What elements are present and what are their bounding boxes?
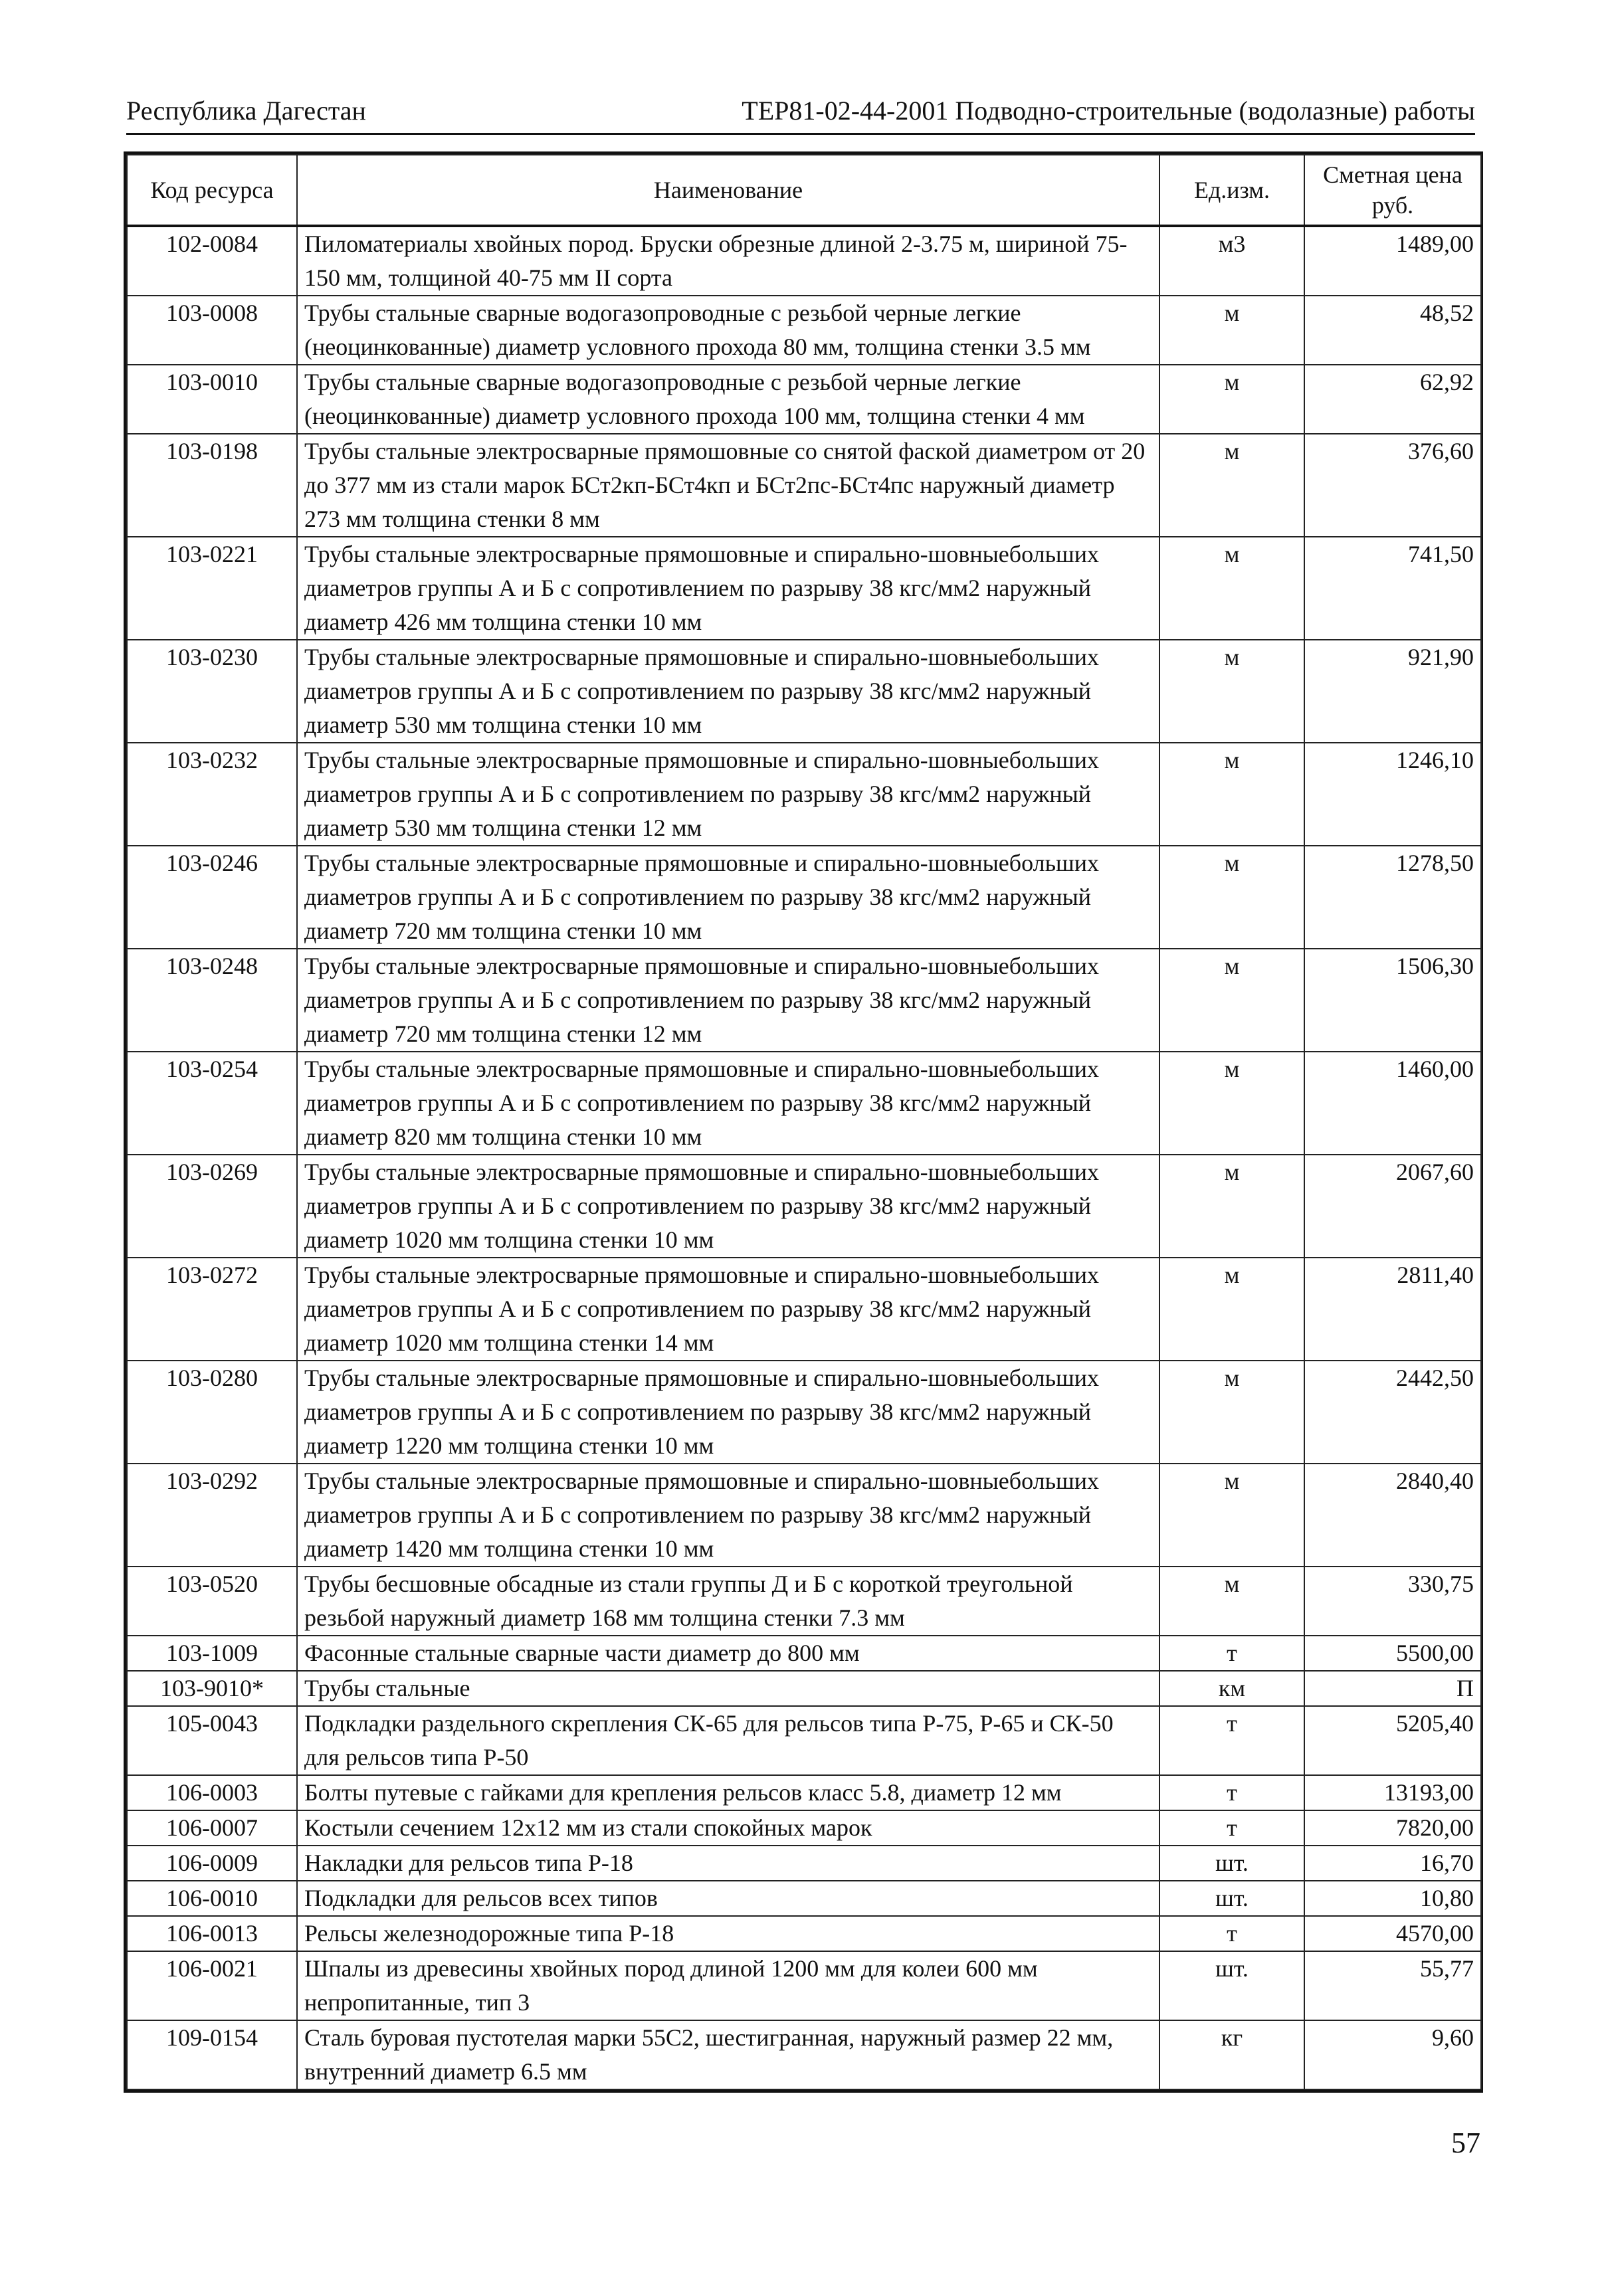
cell-code: 103-0292 bbox=[127, 1464, 297, 1567]
cell-unit: шт. bbox=[1159, 1846, 1304, 1881]
cell-code: 103-0230 bbox=[127, 640, 297, 743]
table-row bbox=[127, 1636, 1481, 1671]
resource-price-table bbox=[124, 151, 1483, 2093]
cell-price: 330,75 bbox=[1304, 1567, 1481, 1636]
table-row bbox=[127, 1155, 1481, 1258]
cell-name: Трубы стальные сварные водогазопроводные с резьбой черные легкие (неоцинкованные) диаметр условного прохода 100 мм, толщина стенки 4 мм bbox=[297, 365, 1159, 434]
cell-unit: м bbox=[1159, 1052, 1304, 1155]
cell-name: Трубы стальные электросварные прямошовные со снятой фаской диаметром от 20 до 377 мм из стали марок БСт2кп-БСт4кп и БСт2пс-БСт4пс наружный диаметр 273 мм толщина стенки 8 мм bbox=[297, 434, 1159, 537]
cell-unit: шт. bbox=[1159, 1881, 1304, 1916]
cell-name: Трубы стальные электросварные прямошовные и спирально-шовныебольших диаметров группы А и Б с сопротивлением по разрыву 38 кгс/мм2 наружный диаметр 1020 мм толщина стенки 10 мм bbox=[297, 1155, 1159, 1258]
cell-code: 102-0084 bbox=[127, 226, 297, 296]
cell-code: 103-0010 bbox=[127, 365, 297, 434]
page-number: 57 bbox=[1451, 2127, 1480, 2159]
cell-code: 103-0248 bbox=[127, 949, 297, 1052]
cell-price: 1246,10 bbox=[1304, 743, 1481, 846]
cell-price: 16,70 bbox=[1304, 1846, 1481, 1881]
cell-unit: т bbox=[1159, 1916, 1304, 1951]
table-row bbox=[127, 1258, 1481, 1361]
cell-name: Рельсы железнодорожные типа Р-18 bbox=[297, 1916, 1159, 1951]
table-row bbox=[127, 1671, 1481, 1706]
cell-price: 7820,00 bbox=[1304, 1810, 1481, 1846]
cell-price: 2067,60 bbox=[1304, 1155, 1481, 1258]
cell-price: 62,92 bbox=[1304, 365, 1481, 434]
cell-code: 103-0198 bbox=[127, 434, 297, 537]
table-row bbox=[127, 1916, 1481, 1951]
cell-code: 103-0008 bbox=[127, 296, 297, 365]
cell-name: Шпалы из древесины хвойных пород длиной 1200 мм для колеи 600 мм непропитанные, тип 3 bbox=[297, 1951, 1159, 2020]
cell-price: 2442,50 bbox=[1304, 1361, 1481, 1464]
column-header-unit: Ед.изм. bbox=[1159, 155, 1304, 226]
cell-code: 106-0003 bbox=[127, 1775, 297, 1810]
cell-unit: т bbox=[1159, 1706, 1304, 1775]
cell-name: Трубы стальные электросварные прямошовные и спирально-шовныебольших диаметров группы А и Б с сопротивлением по разрыву 38 кгс/мм2 наружный диаметр 1020 мм толщина стенки 14 мм bbox=[297, 1258, 1159, 1361]
cell-price: 10,80 bbox=[1304, 1881, 1481, 1916]
table-row bbox=[127, 1567, 1481, 1636]
table-row bbox=[127, 434, 1481, 537]
cell-name: Подкладки раздельного скрепления СК-65 для рельсов типа Р-75, Р-65 и СК-50 для рельсов типа Р-50 bbox=[297, 1706, 1159, 1775]
cell-unit: т bbox=[1159, 1636, 1304, 1671]
table-row bbox=[127, 1361, 1481, 1464]
table-row bbox=[127, 226, 1481, 296]
table-header-row bbox=[127, 155, 1481, 226]
cell-name: Трубы стальные электросварные прямошовные и спирально-шовныебольших диаметров группы А и Б с сопротивлением по разрыву 38 кгс/мм2 наружный диаметр 720 мм толщина стенки 12 мм bbox=[297, 949, 1159, 1052]
cell-unit: м bbox=[1159, 846, 1304, 949]
cell-price: 4570,00 bbox=[1304, 1916, 1481, 1951]
cell-code: 103-0272 bbox=[127, 1258, 297, 1361]
table-row bbox=[127, 1810, 1481, 1846]
table-row bbox=[127, 846, 1481, 949]
cell-name: Накладки для рельсов типа Р-18 bbox=[297, 1846, 1159, 1881]
table-row bbox=[127, 296, 1481, 365]
cell-unit: м bbox=[1159, 1155, 1304, 1258]
cell-unit: м bbox=[1159, 537, 1304, 640]
cell-code: 103-0520 bbox=[127, 1567, 297, 1636]
cell-code: 105-0043 bbox=[127, 1706, 297, 1775]
cell-name: Трубы бесшовные обсадные из стали группы Д и Б с короткой треугольной резьбой наружный диаметр 168 мм толщина стенки 7.3 мм bbox=[297, 1567, 1159, 1636]
cell-unit: кг bbox=[1159, 2020, 1304, 2089]
cell-price: 1278,50 bbox=[1304, 846, 1481, 949]
column-header-name: Наименование bbox=[297, 155, 1159, 226]
table-row bbox=[127, 2020, 1481, 2089]
cell-unit: т bbox=[1159, 1775, 1304, 1810]
table-row bbox=[127, 1775, 1481, 1810]
cell-name: Трубы стальные электросварные прямошовные и спирально-шовныебольших диаметров группы А и Б с сопротивлением по разрыву 38 кгс/мм2 наружный диаметр 1420 мм толщина стенки 10 мм bbox=[297, 1464, 1159, 1567]
cell-price: 376,60 bbox=[1304, 434, 1481, 537]
cell-code: 103-1009 bbox=[127, 1636, 297, 1671]
cell-price: 1460,00 bbox=[1304, 1052, 1481, 1155]
table-row bbox=[127, 1951, 1481, 2020]
cell-name: Пиломатериалы хвойных пород. Бруски обрезные длиной 2-3.75 м, шириной 75-150 мм, толщиной 40-75 мм II сорта bbox=[297, 226, 1159, 296]
cell-unit: м bbox=[1159, 1258, 1304, 1361]
cell-unit: м bbox=[1159, 640, 1304, 743]
cell-unit: м bbox=[1159, 296, 1304, 365]
cell-code: 106-0007 bbox=[127, 1810, 297, 1846]
page-header bbox=[126, 86, 1475, 135]
cell-unit: м bbox=[1159, 949, 1304, 1052]
cell-code: 103-0280 bbox=[127, 1361, 297, 1464]
cell-price: 5500,00 bbox=[1304, 1636, 1481, 1671]
cell-price: 5205,40 bbox=[1304, 1706, 1481, 1775]
table-row bbox=[127, 537, 1481, 640]
cell-unit: м bbox=[1159, 1567, 1304, 1636]
cell-price: 48,52 bbox=[1304, 296, 1481, 365]
cell-name: Костыли сечением 12х12 мм из стали спокойных марок bbox=[297, 1810, 1159, 1846]
cell-name: Трубы стальные электросварные прямошовные и спирально-шовныебольших диаметров группы А и Б с сопротивлением по разрыву 38 кгс/мм2 наружный диаметр 720 мм толщина стенки 10 мм bbox=[297, 846, 1159, 949]
cell-name: Трубы стальные электросварные прямошовные и спирально-шовныебольших диаметров группы А и Б с сопротивлением по разрыву 38 кгс/мм2 наружный диаметр 820 мм толщина стенки 10 мм bbox=[297, 1052, 1159, 1155]
cell-price: 2840,40 bbox=[1304, 1464, 1481, 1567]
cell-unit: м bbox=[1159, 743, 1304, 846]
table-row bbox=[127, 1052, 1481, 1155]
column-header-price: Сметная цена руб. bbox=[1304, 155, 1481, 226]
cell-code: 103-0232 bbox=[127, 743, 297, 846]
header-region: Республика Дагестан bbox=[126, 96, 366, 126]
table-row bbox=[127, 640, 1481, 743]
cell-code: 106-0013 bbox=[127, 1916, 297, 1951]
cell-price: 741,50 bbox=[1304, 537, 1481, 640]
cell-price: П bbox=[1304, 1671, 1481, 1706]
cell-price: 921,90 bbox=[1304, 640, 1481, 743]
cell-code: 106-0021 bbox=[127, 1951, 297, 2020]
cell-unit: м bbox=[1159, 1361, 1304, 1464]
cell-name: Трубы стальные bbox=[297, 1671, 1159, 1706]
cell-code: 106-0009 bbox=[127, 1846, 297, 1881]
cell-price: 55,77 bbox=[1304, 1951, 1481, 2020]
cell-price: 9,60 bbox=[1304, 2020, 1481, 2089]
cell-name: Трубы стальные сварные водогазопроводные с резьбой черные легкие (неоцинкованные) диаметр условного прохода 80 мм, толщина стенки 3.5 мм bbox=[297, 296, 1159, 365]
header-document-title: ТЕР81-02-44-2001 Подводно-строительные (водолазные) работы bbox=[742, 96, 1475, 126]
cell-name: Фасонные стальные сварные части диаметр до 800 мм bbox=[297, 1636, 1159, 1671]
cell-code: 103-0246 bbox=[127, 846, 297, 949]
cell-unit: т bbox=[1159, 1810, 1304, 1846]
cell-unit: шт. bbox=[1159, 1951, 1304, 2020]
cell-name: Подкладки для рельсов всех типов bbox=[297, 1881, 1159, 1916]
cell-code: 106-0010 bbox=[127, 1881, 297, 1916]
cell-unit: м3 bbox=[1159, 226, 1304, 296]
cell-name: Сталь буровая пустотелая марки 55С2, шестигранная, наружный размер 22 мм, внутренний диаметр 6.5 мм bbox=[297, 2020, 1159, 2089]
cell-name: Болты путевые с гайками для крепления рельсов класс 5.8, диаметр 12 мм bbox=[297, 1775, 1159, 1810]
cell-price: 1506,30 bbox=[1304, 949, 1481, 1052]
table-row bbox=[127, 1881, 1481, 1916]
cell-unit: км bbox=[1159, 1671, 1304, 1706]
price-table bbox=[126, 154, 1482, 2090]
table-row bbox=[127, 949, 1481, 1052]
cell-price: 1489,00 bbox=[1304, 226, 1481, 296]
cell-code: 109-0154 bbox=[127, 2020, 297, 2089]
cell-price: 2811,40 bbox=[1304, 1258, 1481, 1361]
table-row bbox=[127, 743, 1481, 846]
cell-name: Трубы стальные электросварные прямошовные и спирально-шовныебольших диаметров группы А и Б с сопротивлением по разрыву 38 кгс/мм2 наружный диаметр 530 мм толщина стенки 12 мм bbox=[297, 743, 1159, 846]
cell-code: 103-9010* bbox=[127, 1671, 297, 1706]
cell-unit: м bbox=[1159, 1464, 1304, 1567]
column-header-code: Код ресурса bbox=[127, 155, 297, 226]
table-row bbox=[127, 365, 1481, 434]
cell-code: 103-0221 bbox=[127, 537, 297, 640]
cell-code: 103-0269 bbox=[127, 1155, 297, 1258]
cell-unit: м bbox=[1159, 365, 1304, 434]
cell-name: Трубы стальные электросварные прямошовные и спирально-шовныебольших диаметров группы А и Б с сопротивлением по разрыву 38 кгс/мм2 наружный диаметр 426 мм толщина стенки 10 мм bbox=[297, 537, 1159, 640]
table-row bbox=[127, 1846, 1481, 1881]
table-row bbox=[127, 1706, 1481, 1775]
table-body bbox=[127, 226, 1481, 2089]
cell-name: Трубы стальные электросварные прямошовные и спирально-шовныебольших диаметров группы А и Б с сопротивлением по разрыву 38 кгс/мм2 наружный диаметр 530 мм толщина стенки 10 мм bbox=[297, 640, 1159, 743]
table-row bbox=[127, 1464, 1481, 1567]
cell-unit: м bbox=[1159, 434, 1304, 537]
cell-code: 103-0254 bbox=[127, 1052, 297, 1155]
cell-name: Трубы стальные электросварные прямошовные и спирально-шовныебольших диаметров группы А и Б с сопротивлением по разрыву 38 кгс/мм2 наружный диаметр 1220 мм толщина стенки 10 мм bbox=[297, 1361, 1159, 1464]
cell-price: 13193,00 bbox=[1304, 1775, 1481, 1810]
